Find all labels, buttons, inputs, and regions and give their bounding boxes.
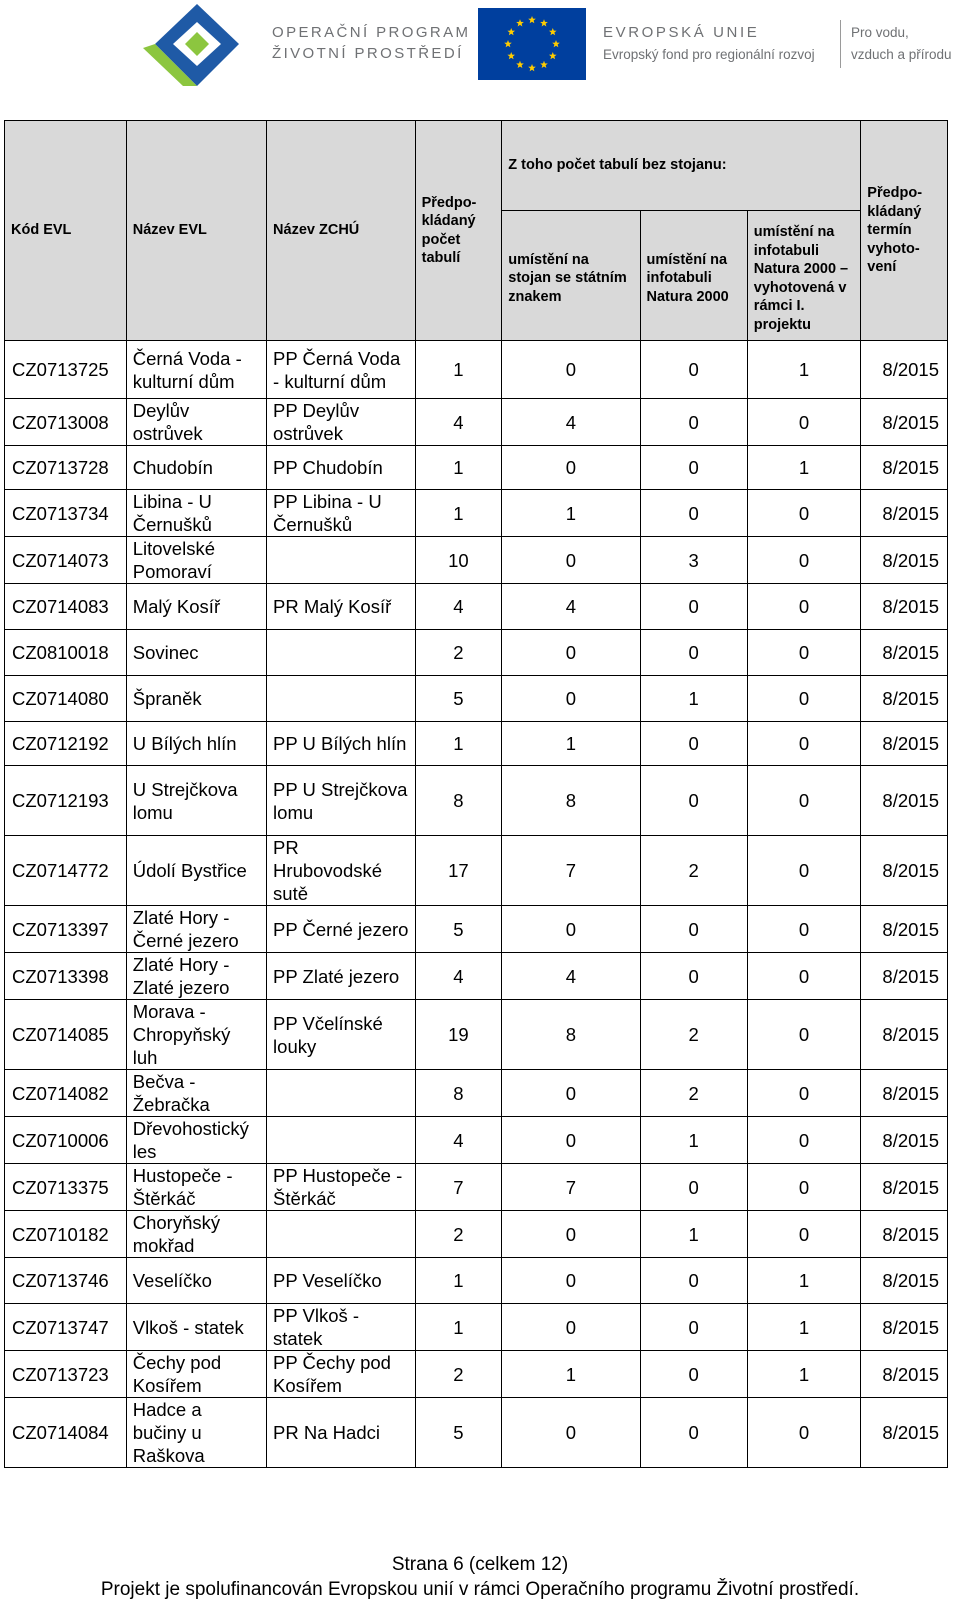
cell-deadline: 8/2015 — [861, 1000, 948, 1070]
cell-infotable: 0 — [640, 1164, 747, 1211]
cell-infotable: 2 — [640, 1000, 747, 1070]
table-row — [5, 584, 948, 630]
eu-title: EVROPSKÁ UNIE — [603, 24, 760, 41]
cell-stand-sign: 4 — [502, 399, 640, 446]
table-row — [5, 1117, 948, 1164]
cell-code: CZ0714772 — [5, 836, 127, 906]
cell-infotable-made: 0 — [747, 676, 861, 722]
logo-header — [0, 0, 960, 92]
cell-infotable-made: 1 — [747, 446, 861, 490]
cell-planned-count: 10 — [415, 537, 502, 584]
table-row — [5, 537, 948, 584]
cell-planned-count: 19 — [415, 1000, 502, 1070]
table-row — [5, 630, 948, 676]
cell-zchu-name: PP Hustopeče - Štěrkáč — [267, 1164, 416, 1211]
cell-infotable: 0 — [640, 1304, 747, 1351]
cell-zchu-name: PP Čechy pod Kosířem — [267, 1351, 416, 1398]
cell-stand-sign: 0 — [502, 1398, 640, 1468]
cell-stand-sign: 0 — [502, 446, 640, 490]
cell-code: CZ0713747 — [5, 1304, 127, 1351]
header-infotable: umístění na infotabuli Natura 2000 — [640, 211, 747, 341]
cell-zchu-name — [267, 537, 416, 584]
cell-infotable: 0 — [640, 341, 747, 399]
cell-stand-sign: 0 — [502, 341, 640, 399]
cell-code: CZ0713398 — [5, 953, 127, 1000]
cell-planned-count: 5 — [415, 906, 502, 953]
cell-evl-name: Špraněk — [126, 676, 266, 722]
cell-evl-name: Zlaté Hory - Černé jezero — [126, 906, 266, 953]
op-line-1: OPERAČNÍ PROGRAM — [272, 24, 471, 41]
cell-zchu-name: PP Včelínské louky — [267, 1000, 416, 1070]
cell-stand-sign: 1 — [502, 1351, 640, 1398]
cell-code: CZ0714080 — [5, 676, 127, 722]
cell-stand-sign: 0 — [502, 537, 640, 584]
cell-evl-name: Morava - Chropyňský luh — [126, 1000, 266, 1070]
cell-infotable-made: 1 — [747, 1304, 861, 1351]
cell-stand-sign: 1 — [502, 722, 640, 766]
cell-evl-name: Vlkoš - statek — [126, 1304, 266, 1351]
cell-code: CZ0713725 — [5, 341, 127, 399]
cell-infotable-made: 0 — [747, 836, 861, 906]
cell-planned-count: 2 — [415, 1351, 502, 1398]
cell-zchu-name: PP Deylův ostrůvek — [267, 399, 416, 446]
cell-planned-count: 4 — [415, 953, 502, 1000]
table-body — [5, 341, 948, 1468]
cell-code: CZ0810018 — [5, 630, 127, 676]
cell-infotable-made: 1 — [747, 341, 861, 399]
cell-evl-name: Chudobín — [126, 446, 266, 490]
cell-planned-count: 5 — [415, 676, 502, 722]
cell-stand-sign: 7 — [502, 1164, 640, 1211]
cell-infotable: 0 — [640, 722, 747, 766]
cell-planned-count: 1 — [415, 1304, 502, 1351]
cell-infotable: 0 — [640, 490, 747, 537]
table-header — [5, 121, 948, 341]
cell-deadline: 8/2015 — [861, 1164, 948, 1211]
cell-planned-count: 1 — [415, 341, 502, 399]
funding-note: Projekt je spolufinancován Evropskou unií v rámci Operačního programu Životní prostředí. — [100, 1579, 860, 1600]
cell-stand-sign: 8 — [502, 766, 640, 836]
table-row — [5, 1211, 948, 1258]
cell-infotable: 3 — [640, 537, 747, 584]
logo-separator — [840, 20, 841, 68]
cell-planned-count: 17 — [415, 836, 502, 906]
table-row — [5, 446, 948, 490]
table-row — [5, 341, 948, 399]
eu-text — [603, 22, 815, 66]
cell-planned-count: 8 — [415, 766, 502, 836]
table-row — [5, 953, 948, 1000]
cell-code: CZ0713746 — [5, 1258, 127, 1304]
cell-planned-count: 2 — [415, 630, 502, 676]
cell-deadline: 8/2015 — [861, 1258, 948, 1304]
table-row — [5, 766, 948, 836]
cell-stand-sign: 7 — [502, 836, 640, 906]
cell-code: CZ0713375 — [5, 1164, 127, 1211]
cell-code: CZ0713397 — [5, 906, 127, 953]
cell-infotable: 0 — [640, 630, 747, 676]
header-planned-count: Předpo-kládaný počet tabulí — [415, 121, 502, 341]
cell-deadline: 8/2015 — [861, 341, 948, 399]
cell-infotable-made: 0 — [747, 1164, 861, 1211]
cell-evl-name: Hustopeče - Štěrkáč — [126, 1164, 266, 1211]
cell-deadline: 8/2015 — [861, 399, 948, 446]
cell-code: CZ0714073 — [5, 537, 127, 584]
cell-zchu-name: PR Na Hadci — [267, 1398, 416, 1468]
table-row — [5, 490, 948, 537]
cell-infotable-made: 0 — [747, 1117, 861, 1164]
table-row — [5, 836, 948, 906]
cell-zchu-name: PP Veselíčko — [267, 1258, 416, 1304]
cell-zchu-name — [267, 630, 416, 676]
cell-zchu-name: PP U Bílých hlín — [267, 722, 416, 766]
cell-infotable-made: 0 — [747, 766, 861, 836]
cell-stand-sign: 0 — [502, 676, 640, 722]
cell-planned-count: 1 — [415, 446, 502, 490]
cell-evl-name: Bečva - Žebračka — [126, 1070, 266, 1117]
cell-evl-name: U Strejčkova lomu — [126, 766, 266, 836]
signage-table — [4, 120, 948, 1468]
header-group: Z toho počet tabulí bez stojanu: — [502, 121, 861, 211]
table-row — [5, 1000, 948, 1070]
cell-zchu-name — [267, 1117, 416, 1164]
cell-infotable: 0 — [640, 766, 747, 836]
cell-code: CZ0713008 — [5, 399, 127, 446]
cell-code: CZ0710006 — [5, 1117, 127, 1164]
cell-planned-count: 7 — [415, 1164, 502, 1211]
cell-evl-name: Čechy pod Kosířem — [126, 1351, 266, 1398]
cell-infotable-made: 0 — [747, 906, 861, 953]
cell-stand-sign: 0 — [502, 1211, 640, 1258]
cell-infotable-made: 0 — [747, 722, 861, 766]
cell-planned-count: 5 — [415, 1398, 502, 1468]
opzp-emblem-icon — [143, 2, 251, 88]
cell-code: CZ0713728 — [5, 446, 127, 490]
cell-evl-name: Dřevohostický les — [126, 1117, 266, 1164]
eu-fund-name: Evropský fond pro regionální rozvoj — [603, 47, 815, 62]
cell-infotable: 2 — [640, 1070, 747, 1117]
cell-stand-sign: 0 — [502, 1070, 640, 1117]
cell-zchu-name: PP U Strejčkova lomu — [267, 766, 416, 836]
cell-deadline: 8/2015 — [861, 953, 948, 1000]
cell-infotable-made: 0 — [747, 1000, 861, 1070]
cell-zchu-name — [267, 1070, 416, 1117]
header-stand-sign: umístění na stojan se státním znakem — [502, 211, 640, 341]
cell-evl-name: Veselíčko — [126, 1258, 266, 1304]
cell-infotable-made: 0 — [747, 1070, 861, 1117]
cell-deadline: 8/2015 — [861, 537, 948, 584]
cell-infotable-made: 1 — [747, 1258, 861, 1304]
cell-zchu-name: PP Černá Voda - kulturní dům — [267, 341, 416, 399]
cell-zchu-name — [267, 1211, 416, 1258]
cell-infotable: 1 — [640, 1211, 747, 1258]
cell-evl-name: Sovinec — [126, 630, 266, 676]
cell-infotable: 2 — [640, 836, 747, 906]
motto-line-2: vzduch a přírodu — [851, 47, 952, 62]
cell-infotable-made: 0 — [747, 1211, 861, 1258]
cell-stand-sign: 0 — [502, 1304, 640, 1351]
cell-planned-count: 1 — [415, 1258, 502, 1304]
cell-infotable-made: 0 — [747, 953, 861, 1000]
cell-planned-count: 4 — [415, 584, 502, 630]
cell-zchu-name: PR Hrubovodské sutě — [267, 836, 416, 906]
cell-infotable: 0 — [640, 446, 747, 490]
cell-deadline: 8/2015 — [861, 766, 948, 836]
cell-infotable: 0 — [640, 1351, 747, 1398]
cell-stand-sign: 0 — [502, 630, 640, 676]
cell-code: CZ0710182 — [5, 1211, 127, 1258]
cell-planned-count: 1 — [415, 490, 502, 537]
cell-infotable: 0 — [640, 906, 747, 953]
cell-deadline: 8/2015 — [861, 676, 948, 722]
motto — [851, 22, 952, 66]
cell-stand-sign: 4 — [502, 953, 640, 1000]
cell-evl-name: Hadce a bučiny u Raškova — [126, 1398, 266, 1468]
cell-zchu-name — [267, 676, 416, 722]
table-row — [5, 676, 948, 722]
cell-stand-sign: 8 — [502, 1000, 640, 1070]
cell-infotable: 1 — [640, 1117, 747, 1164]
cell-evl-name: Choryňský mokřad — [126, 1211, 266, 1258]
cell-stand-sign: 0 — [502, 1117, 640, 1164]
table-row — [5, 1351, 948, 1398]
cell-evl-name: Zlaté Hory - Zlaté jezero — [126, 953, 266, 1000]
motto-line-1: Pro vodu, — [851, 25, 909, 40]
cell-zchu-name: PP Vlkoš - statek — [267, 1304, 416, 1351]
table-row — [5, 1398, 948, 1468]
eu-flag-icon — [478, 8, 586, 80]
table-row — [5, 906, 948, 953]
cell-deadline: 8/2015 — [861, 906, 948, 953]
cell-code: CZ0713723 — [5, 1351, 127, 1398]
cell-deadline: 8/2015 — [861, 584, 948, 630]
cell-infotable: 0 — [640, 399, 747, 446]
cell-deadline: 8/2015 — [861, 630, 948, 676]
cell-planned-count: 4 — [415, 399, 502, 446]
cell-infotable: 0 — [640, 953, 747, 1000]
cell-evl-name: Černá Voda - kulturní dům — [126, 341, 266, 399]
cell-stand-sign: 4 — [502, 584, 640, 630]
cell-infotable-made: 0 — [747, 537, 861, 584]
cell-code: CZ0712193 — [5, 766, 127, 836]
header-infotable-made: umístění na infotabuli Natura 2000 – vyhotovená v rámci I. projektu — [747, 211, 861, 341]
cell-deadline: 8/2015 — [861, 1398, 948, 1468]
cell-infotable-made: 0 — [747, 399, 861, 446]
table-row — [5, 1070, 948, 1117]
header-evl-name: Název EVL — [126, 121, 266, 341]
header-deadline: Předpo-kládaný termín vyhoto-vení — [861, 121, 948, 341]
cell-evl-name: Libina - U Černušků — [126, 490, 266, 537]
header-code: Kód EVL — [5, 121, 127, 341]
cell-planned-count: 8 — [415, 1070, 502, 1117]
cell-deadline: 8/2015 — [861, 836, 948, 906]
cell-code: CZ0713734 — [5, 490, 127, 537]
cell-evl-name: Deylův ostrůvek — [126, 399, 266, 446]
page-number: Strana 6 (celkem 12) — [391, 1554, 569, 1575]
cell-code: CZ0714085 — [5, 1000, 127, 1070]
cell-evl-name: Malý Kosíř — [126, 584, 266, 630]
cell-stand-sign: 0 — [502, 906, 640, 953]
table-row — [5, 1304, 948, 1351]
cell-infotable: 0 — [640, 1258, 747, 1304]
table-row — [5, 399, 948, 446]
op-program-text — [272, 22, 470, 64]
cell-evl-name: U Bílých hlín — [126, 722, 266, 766]
cell-code: CZ0714084 — [5, 1398, 127, 1468]
cell-infotable-made: 0 — [747, 490, 861, 537]
cell-code: CZ0714082 — [5, 1070, 127, 1117]
cell-evl-name: Údolí Bystřice — [126, 836, 266, 906]
cell-zchu-name: PR Malý Kosíř — [267, 584, 416, 630]
cell-zchu-name: PP Chudobín — [267, 446, 416, 490]
cell-deadline: 8/2015 — [861, 1117, 948, 1164]
cell-zchu-name: PP Libina - U Černušků — [267, 490, 416, 537]
table-row — [5, 1164, 948, 1211]
table-row — [5, 722, 948, 766]
cell-infotable: 0 — [640, 1398, 747, 1468]
cell-evl-name: Litovelské Pomoraví — [126, 537, 266, 584]
table-row — [5, 1258, 948, 1304]
cell-deadline: 8/2015 — [861, 1070, 948, 1117]
cell-infotable-made: 0 — [747, 630, 861, 676]
cell-stand-sign: 0 — [502, 1258, 640, 1304]
cell-planned-count: 1 — [415, 722, 502, 766]
cell-infotable-made: 1 — [747, 1351, 861, 1398]
cell-code: CZ0712192 — [5, 722, 127, 766]
cell-infotable-made: 0 — [747, 1398, 861, 1468]
cell-stand-sign: 1 — [502, 490, 640, 537]
cell-infotable: 1 — [640, 676, 747, 722]
cell-deadline: 8/2015 — [861, 490, 948, 537]
cell-code: CZ0714083 — [5, 584, 127, 630]
op-line-2: ŽIVOTNÍ PROSTŘEDÍ — [272, 45, 464, 62]
cell-deadline: 8/2015 — [861, 1304, 948, 1351]
cell-planned-count: 4 — [415, 1117, 502, 1164]
cell-zchu-name: PP Zlaté jezero — [267, 953, 416, 1000]
cell-infotable: 0 — [640, 584, 747, 630]
header-zchu-name: Název ZCHÚ — [267, 121, 416, 341]
cell-deadline: 8/2015 — [861, 446, 948, 490]
cell-planned-count: 2 — [415, 1211, 502, 1258]
cell-zchu-name: PP Černé jezero — [267, 906, 416, 953]
cell-deadline: 8/2015 — [861, 1211, 948, 1258]
cell-deadline: 8/2015 — [861, 722, 948, 766]
cell-deadline: 8/2015 — [861, 1351, 948, 1398]
cell-infotable-made: 0 — [747, 584, 861, 630]
